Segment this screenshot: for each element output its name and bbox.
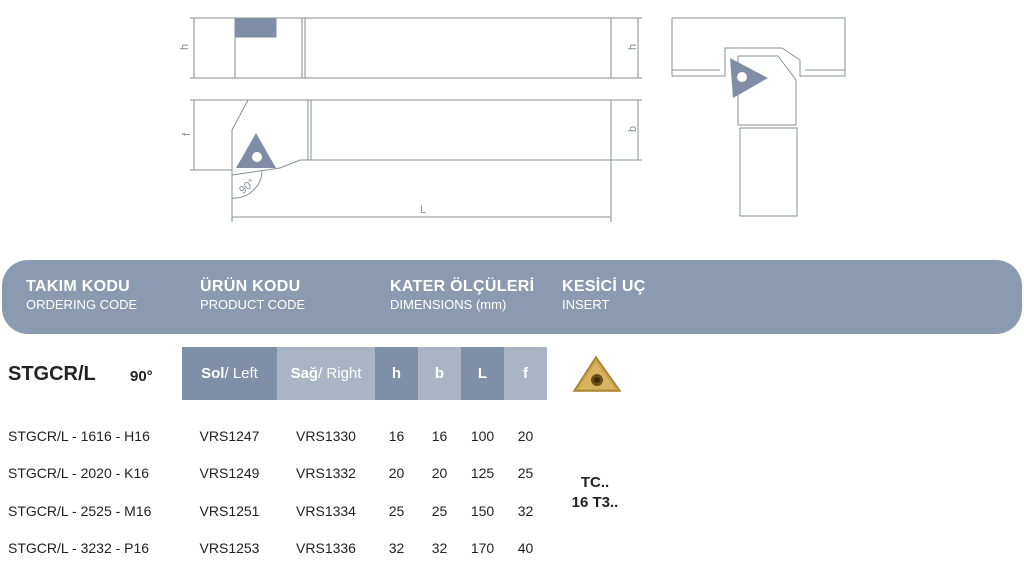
dim-angle: 90° bbox=[237, 176, 258, 197]
row-code: STGCR/L - 2525 - M16 bbox=[8, 503, 152, 519]
row-left-code: VRS1251 bbox=[199, 503, 260, 519]
row-b: 16 bbox=[431, 428, 448, 444]
col-right-en: / Right bbox=[318, 365, 362, 382]
plan-view-body bbox=[232, 100, 611, 175]
dim-f: f bbox=[181, 132, 193, 136]
header-ordering-code-tr: TAKIM KODU bbox=[26, 278, 131, 295]
row-right-code: VRS1334 bbox=[296, 503, 356, 519]
header-product-code-en: PRODUCT CODE bbox=[200, 297, 306, 312]
row-b: 20 bbox=[431, 465, 448, 481]
header-product-code bbox=[200, 278, 305, 312]
col-right-tr: Sağ bbox=[290, 365, 319, 382]
row-f: 20 bbox=[517, 428, 534, 444]
row-code: STGCR/L - 1616 - H16 bbox=[8, 428, 150, 444]
row-left-code: VRS1253 bbox=[199, 540, 260, 556]
dim-h-left: h bbox=[179, 43, 191, 50]
header-product-code-tr: ÜRÜN KODU bbox=[200, 278, 301, 295]
header-dimensions bbox=[390, 278, 534, 312]
col-f-label: f bbox=[523, 365, 528, 382]
table-row bbox=[0, 465, 560, 485]
table-row bbox=[0, 428, 560, 448]
insert-line-1: TC.. bbox=[580, 474, 610, 491]
row-right-code: VRS1330 bbox=[296, 428, 356, 444]
row-f: 40 bbox=[517, 540, 534, 556]
technical-drawing bbox=[0, 0, 1024, 250]
row-f: 25 bbox=[517, 465, 534, 481]
front-view-body bbox=[672, 18, 845, 76]
row-right-code: VRS1332 bbox=[296, 465, 356, 481]
header-dimensions-en: DIMENSIONS (mm) bbox=[390, 297, 507, 312]
col-left-en: / Left bbox=[224, 365, 258, 382]
row-L: 125 bbox=[470, 465, 495, 481]
col-f bbox=[504, 347, 547, 400]
row-h: 32 bbox=[388, 540, 405, 556]
col-b-label: b bbox=[434, 365, 445, 382]
col-h-label: h bbox=[391, 365, 402, 382]
dim-h-right: h bbox=[627, 43, 639, 50]
row-left-code: VRS1247 bbox=[199, 428, 260, 444]
header-ordering-code bbox=[26, 278, 137, 312]
col-right bbox=[277, 347, 375, 400]
row-f: 32 bbox=[517, 503, 534, 519]
header-ordering-code-en: ORDERING CODE bbox=[26, 297, 138, 312]
row-L: 170 bbox=[470, 540, 495, 556]
row-left-code: VRS1249 bbox=[199, 465, 260, 481]
col-L bbox=[461, 347, 504, 400]
side-view-body bbox=[235, 18, 611, 78]
insert-designation bbox=[560, 473, 630, 513]
row-b: 32 bbox=[431, 540, 448, 556]
insert-icon bbox=[572, 354, 624, 396]
row-h: 16 bbox=[388, 428, 405, 444]
row-b: 25 bbox=[431, 503, 448, 519]
col-left-tr: Sol bbox=[201, 365, 225, 382]
header-bar bbox=[2, 260, 1022, 334]
header-insert bbox=[562, 278, 646, 312]
table-row bbox=[0, 540, 560, 560]
row-h: 20 bbox=[388, 465, 405, 481]
table-row bbox=[0, 503, 560, 523]
insert-line-2: 16 T3.. bbox=[571, 494, 619, 511]
col-left bbox=[182, 347, 277, 400]
model-title: STGCR/L bbox=[8, 363, 96, 385]
row-L: 150 bbox=[470, 503, 495, 519]
row-L: 100 bbox=[470, 428, 495, 444]
header-insert-tr: KESİCİ UÇ bbox=[562, 278, 646, 295]
model-angle: 90° bbox=[130, 368, 153, 385]
row-h: 25 bbox=[388, 503, 405, 519]
header-insert-en: INSERT bbox=[562, 297, 610, 312]
dim-b: b bbox=[627, 125, 639, 132]
col-b bbox=[418, 347, 461, 400]
col-h bbox=[375, 347, 418, 400]
row-code: STGCR/L - 2020 - K16 bbox=[8, 465, 150, 481]
header-dimensions-tr: KATER ÖLÇÜLERİ bbox=[390, 278, 535, 295]
dim-L: L bbox=[420, 204, 427, 216]
row-right-code: VRS1336 bbox=[296, 540, 356, 556]
row-code: STGCR/L - 3232 - P16 bbox=[8, 540, 150, 556]
col-L-label: L bbox=[477, 365, 488, 382]
